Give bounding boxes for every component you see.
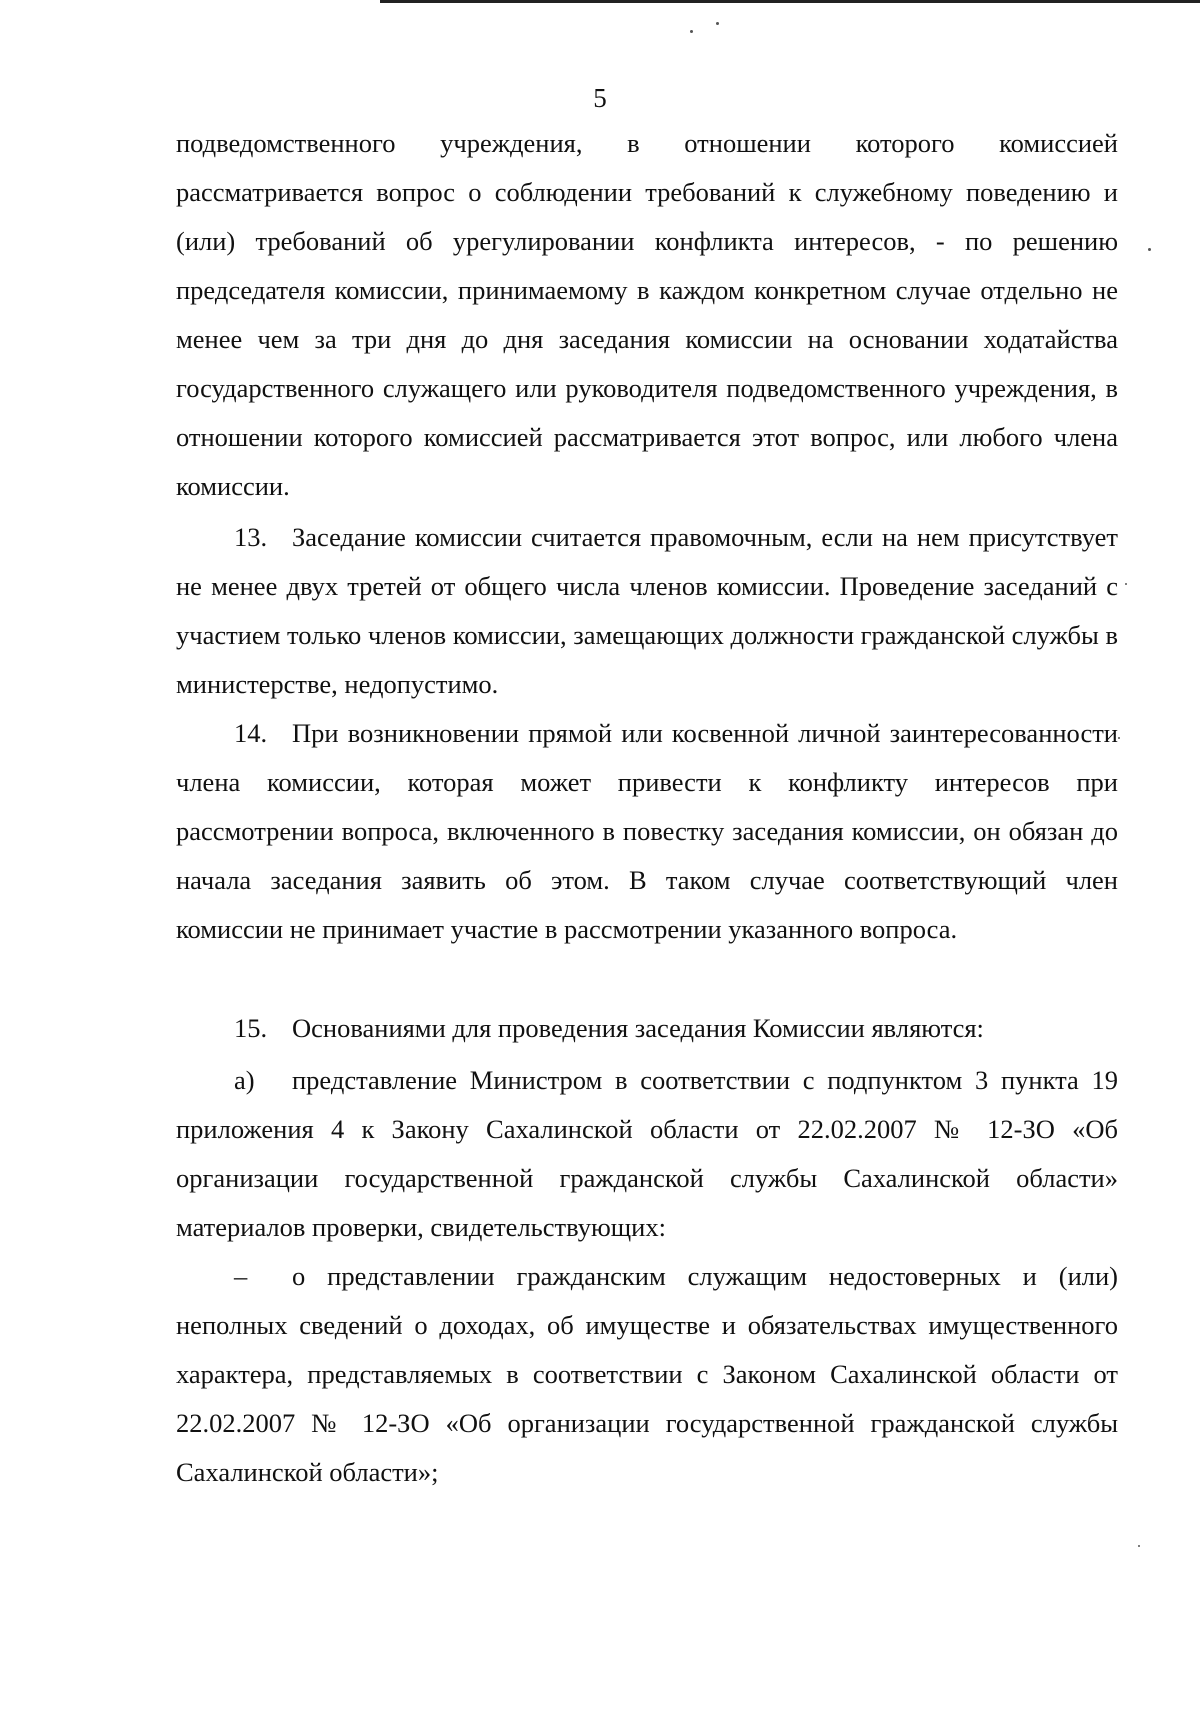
scan-speck [690,30,693,33]
subparagraph-a [176,1056,1118,1252]
scan-speck [1148,248,1151,251]
dash-item [176,1252,1118,1497]
scan-speck [1125,583,1127,585]
subparagraph-letter: а) [234,1065,255,1095]
scan-top-edge [380,0,1200,3]
paragraph-14 [176,709,1118,954]
scan-speck [1138,1545,1140,1547]
paragraph-number: 14. [234,718,268,748]
paragraph-text: о представлении гражданским служащим недостоверных и (или) неполных сведений о доходах, об имуществе и обязательствах имущественного характера, представляемых в соответствии с Законом Сахалинской области от 22.02.2007 № 12-ЗО «Об организации государственной гражданской службы Сахалинской области»; [176,1261,1118,1487]
paragraph-text: При возникновении прямой или косвенной личной заинтересованности члена комиссии, которая может привести к конфликту интересов при рассмотрении вопроса, включенного в повестку заседания комиссии, он обязан до начала заседания заявить об этом. В таком случае соответствующий член комиссии не принимает участие в рассмотрении указанного вопроса. [176,718,1118,944]
paragraph-15 [176,1004,1118,1053]
page-number: 5 [593,83,607,113]
paragraph-13 [176,513,1118,709]
paragraph-text: Заседание комиссии считается правомочным, если на нем присутствует не менее двух третей от общего числа членов комиссии. Проведение заседаний с участием только членов комиссии, замещающих должности гражданской службы в министерстве, недопустимо. [176,522,1118,699]
paragraph-number: 13. [234,522,268,552]
paragraph-text: Основаниями для проведения заседания Комиссии являются: [292,1013,984,1043]
paragraph-number: 15. [234,1013,268,1043]
paragraph-continuation: подведомственного учреждения, в отношении которого комиссией рассматривается вопрос о соблюдении требований к служебному поведению и (или) требований об урегулировании конфликта интересов, - по решению председателя комиссии, принимаемому в каждом конкретном случае отдельно не менее чем за три дня до дня заседания комиссии на основании ходатайства государственного служащего или руководителя подведомственного учреждения, в отношении которого комиссией рассматривается этот вопрос, или любого члена комиссии. [176,128,1118,501]
document-body [176,119,1118,511]
list-dash-marker: – [234,1261,248,1291]
scan-speck [1118,737,1120,739]
scan-speck [716,22,719,25]
paragraph-text: представление Министром в соответствии с подпунктом 3 пункта 19 приложения 4 к Закону Сахалинской области от 22.02.2007 № 12-ЗО «Об организации государственной гражданской службы Сахалинской области» материалов проверки, свидетельствующих: [176,1065,1118,1242]
